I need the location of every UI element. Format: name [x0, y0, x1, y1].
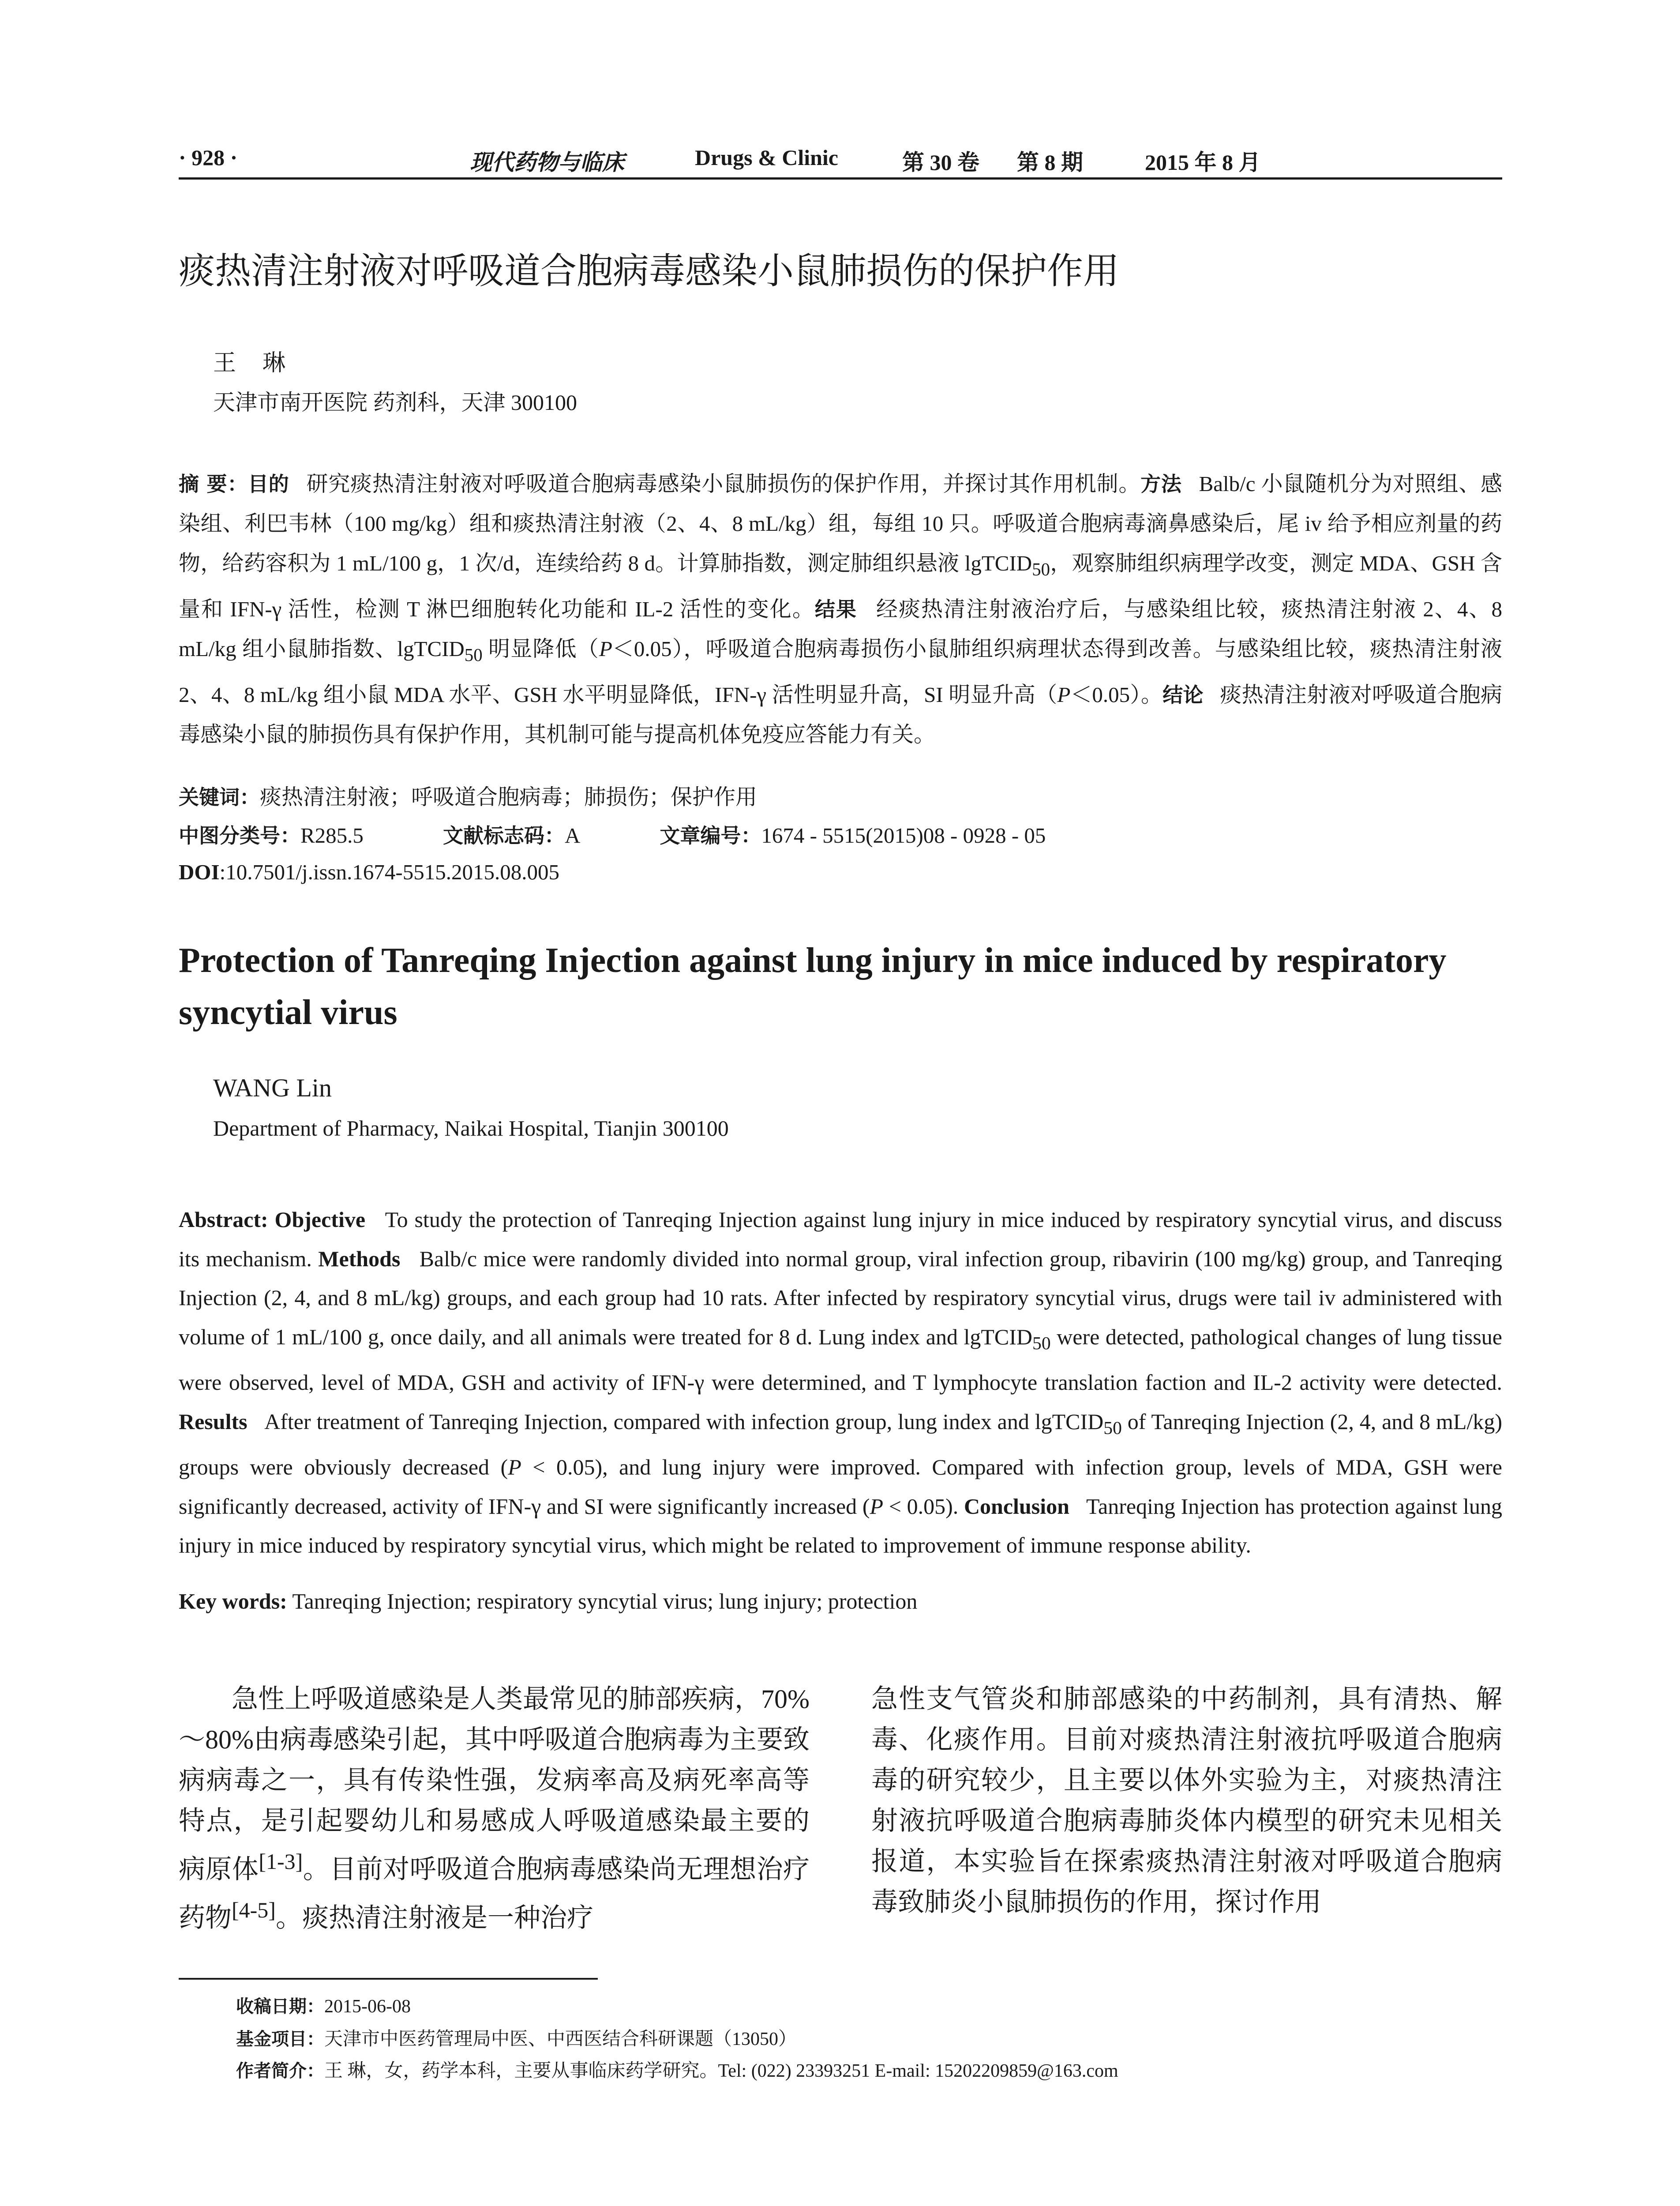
- footnote-received: [236, 1992, 411, 2018]
- objective-en: To study the protection of Tanreqing Injection against lung injury in mice induced by respiratory syncytial virus, and discuss its mechanism.: [179, 1207, 1502, 1271]
- volume: 第 30 卷: [902, 150, 979, 175]
- body-column-left: [179, 1679, 810, 1938]
- results-en: After treatment of Tanreqing Injection, compared with infection group, lung index and lgTCID: [264, 1409, 1104, 1434]
- objective-label-cn: 目的: [248, 472, 289, 496]
- body-text: 。痰热清注射液是一种治疗: [275, 1903, 593, 1932]
- keywords-label-cn: 关键词：: [179, 785, 260, 809]
- p-symbol: P: [599, 636, 612, 661]
- affiliation-en: Department of Pharmacy, Naikai Hospital, Tianjin 300100: [213, 1116, 729, 1141]
- results-cn-cont3: ＜0.05）。: [1070, 682, 1163, 707]
- header-rule: [179, 177, 1502, 180]
- received-label: 收稿日期：: [236, 1996, 324, 2017]
- conclusion-en: Tanreqing Injection has protection against lung injury in mice induced by respiratory syncytial virus, which might be related to improvement of immune response ability.: [179, 1493, 1502, 1557]
- author-cn: 王琳: [213, 351, 312, 376]
- doi-label: DOI: [179, 860, 220, 884]
- subscript: 50: [1032, 559, 1050, 579]
- results-cn: 经痰热清注射液治疗后，与感染组比较，痰热清注射液 2、4、8 mL/kg 组小鼠肺指数、lgTCID: [179, 597, 1503, 661]
- results-cn-cont: 明显降低（: [482, 636, 599, 661]
- journal-name-cn: 现代药物与临床: [470, 150, 624, 175]
- title-en: Protection of Tanreqing Injection against lung injury in mice induced by respiratory syncytial virus: [179, 941, 1447, 1032]
- subscript: 50: [1032, 1333, 1051, 1354]
- subscript: 50: [1103, 1418, 1122, 1438]
- clc-value: R285.5: [300, 823, 364, 848]
- methods-label-cn: 方法: [1140, 472, 1182, 496]
- footnote-rule: [179, 1978, 598, 1980]
- citation: [4-5]: [232, 1898, 276, 1922]
- results-en-cont2: < 0.05), and lung injury were improved. Compared with infection group, levels of MDA, GSH were significantly decreased, activity of IFN-γ and SI were significantly increased (: [179, 1455, 1502, 1519]
- results-en-cont3: < 0.05).: [883, 1493, 959, 1519]
- fund-text: 天津市中医药管理局中医、中西医结合科研课题（13050）: [324, 2029, 797, 2049]
- footnote-fund: [236, 2024, 797, 2051]
- conclusion-label-en: Conclusion: [964, 1493, 1069, 1519]
- classification-line: [179, 820, 1046, 849]
- p-symbol: P: [870, 1493, 884, 1519]
- journal-name-en: Drugs & Clinic: [695, 145, 838, 170]
- conclusion-cn: 痰热清注射液对呼吸道合胞病毒感染小鼠的肺损伤具有保护作用，其机制可能与提高机体免疫应答能力有关。: [179, 682, 1502, 747]
- author-en: WANG Lin: [213, 1073, 332, 1102]
- abstract-cn: [179, 464, 1502, 754]
- author-bio-text: 王 琳，女，药学本科，主要从事临床药学研究。Tel: (022) 23393251 E-mail: 15202209859@163.com: [324, 2061, 1118, 2081]
- p-symbol: P: [508, 1455, 521, 1479]
- subscript: 50: [464, 645, 483, 665]
- body-column-right: 急性支气管炎和肺部感染的中药制剂，具有清热、解毒、化痰作用。目前对痰热清注射液抗呼吸道合胞病毒的研究较少，且主要以体外实验为主，对痰热清注射液抗呼吸道合胞病毒肺炎体内模型的研究未见相关报道，本实验旨在探索痰热清注射液对呼吸道合胞病毒致肺炎小鼠肺损伤的作用，探讨作用: [871, 1685, 1502, 1917]
- methods-en-cont: were detected, pathological changes of lung tissue were observed, level of MDA, GSH and activity of IFN-γ were determined, and T lymphocyte translation faction and IL-2 activity were detected.: [179, 1324, 1502, 1395]
- methods-en: Balb/c mice were randomly divided into normal group, viral infection group, ribavirin (100 mg/kg) group, and Tanreqing Injection (2, 4, and 8 mL/kg) groups, and each group had 10 rats. After infected by respiratory syncytial virus, drugs were tail iv administered with volume of 1 mL/100 g, once daily, and all animals were treated for 8 d. Lung index and lgTCID: [179, 1246, 1503, 1349]
- keywords-text-en: Tanreqing Injection; respiratory syncytial virus; lung injury; protection: [292, 1589, 918, 1613]
- methods-cn-cont: ，观察肺组织病理学改变，测定 MDA、GSH 含量和 IFN-γ 活性，检测 T 淋巴细胞转化功能和 IL-2 活性的变化。: [179, 551, 1502, 621]
- doc-code-label: 文献标志码：: [442, 824, 565, 848]
- running-header: [179, 140, 1502, 177]
- body-text: 。目前对呼吸道合胞病毒感染尚无理想治疗药物: [179, 1855, 810, 1932]
- keywords-en: [179, 1588, 1502, 1614]
- article-number-value: 1674 - 5515(2015)08 - 0928 - 05: [761, 823, 1046, 848]
- doc-code-value: A: [564, 823, 581, 848]
- objective-cn: 研究痰热清注射液对呼吸道合胞病毒感染小鼠肺损伤的保护作用，并探讨其作用机制。: [306, 472, 1141, 496]
- methods-cn: Balb/c 小鼠随机分为对照组、感染组、利巴韦林（100 mg/kg）组和痰热清注射液（2、4、8 mL/kg）组，每组 10 只。呼吸道合胞病毒滴鼻感染后，尾 iv 给予相应剂量的药物，给药容积为 1 mL/100 g，1 次/d，连续给药 8 d。计算肺指数，测定肺组织悬液 lgTCID: [179, 472, 1503, 575]
- keywords-cn: [179, 780, 757, 811]
- keywords-label-en: Key words:: [179, 1589, 287, 1613]
- body-text: 急性上呼吸道感染是人类最常见的肺部疾病，70%～80%由病毒感染引起，其中呼吸道合胞病毒为主要致病病毒之一，具有传染性强，发病率高及病死率高等特点，是引起婴幼儿和易感成人呼吸道感染最主要的病原体: [179, 1685, 810, 1884]
- keywords-text-cn: 痰热清注射液；呼吸道合胞病毒；肺损伤；保护作用: [260, 785, 758, 809]
- doi-line: [179, 859, 559, 885]
- p-symbol: P: [1057, 682, 1071, 707]
- results-en-cont: of Tanreqing Injection (2, 4, and 8 mL/kg) groups were obviously decreased (: [179, 1409, 1502, 1479]
- methods-label-en: Methods: [318, 1246, 401, 1271]
- abstract-en: [179, 1200, 1502, 1565]
- page-number: · 928 ·: [179, 145, 238, 170]
- conclusion-label-cn: 结论: [1162, 683, 1204, 707]
- results-cn-cont2: ＜0.05），呼吸道合胞病毒损伤小鼠肺组织病理状态得到改善。与感染组比较，痰热清注射液 2、4、8 mL/kg 组小鼠 MDA 水平、GSH 水平明显降低，IFN-γ 活性明显升高，SI 明显升高（: [179, 636, 1502, 707]
- author-bio-label: 作者简介：: [236, 2061, 324, 2081]
- results-label-cn: 结果: [814, 597, 857, 621]
- fund-label: 基金项目：: [236, 2029, 324, 2049]
- abstract-label-cn: 摘 要：: [179, 472, 248, 496]
- abstract-label-en: Abstract: Objective: [179, 1207, 366, 1232]
- citation: [1-3]: [259, 1849, 303, 1874]
- footnote-author: [236, 2056, 1118, 2082]
- issue: 第 8 期: [1017, 150, 1083, 175]
- received-date: 2015-06-08: [324, 1996, 411, 2017]
- clc-label: 中图分类号：: [179, 824, 300, 848]
- article-number-label: 文章编号：: [660, 824, 761, 848]
- results-label-en: Results: [179, 1409, 248, 1434]
- affiliation-cn: 天津市南开医院 药剂科，天津 300100: [213, 390, 577, 415]
- doi-value: :10.7501/j.issn.1674-5515.2015.08.005: [219, 860, 559, 884]
- issue-date: 2015 年 8 月: [1145, 150, 1261, 175]
- title-cn: 痰热清注射液对呼吸道合胞病毒感染小鼠肺损伤的保护作用: [179, 250, 1120, 292]
